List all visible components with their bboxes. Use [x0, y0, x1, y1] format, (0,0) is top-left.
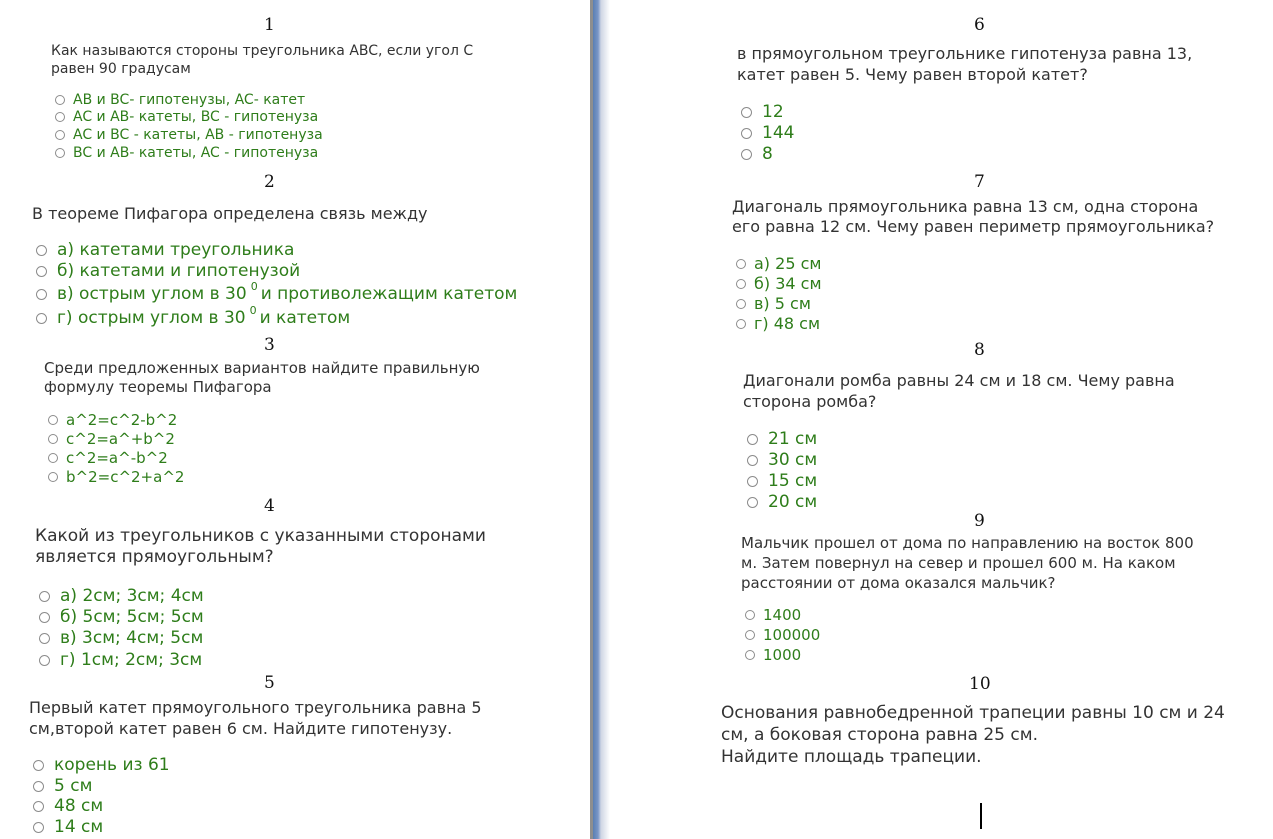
answer-option[interactable]: 14 см: [33, 817, 103, 837]
question-text: Как называются стороны треугольника ABC, если угол C равен 90 градусам: [51, 43, 474, 77]
radio-button[interactable]: [36, 313, 47, 324]
answer-option[interactable]: 5 см: [33, 776, 92, 796]
answer-option[interactable]: 12: [741, 102, 784, 122]
answer-option[interactable]: 144: [741, 123, 794, 143]
answer-option[interactable]: 48 см: [33, 796, 103, 816]
answer-option[interactable]: а) 2см; 3см; 4см: [39, 586, 204, 606]
radio-button[interactable]: [736, 259, 746, 269]
right-page: [610, 0, 1273, 839]
answer-option[interactable]: г) острым углом в 30 0 и катетом: [36, 308, 350, 328]
answer-option[interactable]: 21 см: [747, 429, 817, 449]
answer-option[interactable]: 15 см: [747, 471, 817, 491]
question-number: 3: [264, 335, 275, 355]
answer-option[interactable]: в) 5 см: [736, 294, 811, 313]
radio-button[interactable]: [48, 415, 58, 425]
radio-button[interactable]: [48, 434, 58, 444]
radio-button[interactable]: [747, 497, 758, 508]
question-number: 2: [264, 172, 275, 192]
answer-option[interactable]: корень из 61: [33, 755, 170, 775]
answer-option[interactable]: а) катетами треугольника: [36, 240, 294, 260]
radio-button[interactable]: [747, 455, 758, 466]
question-text: Среди предложенных вариантов найдите правильную формулу теоремы Пифагора: [44, 359, 480, 396]
radio-button[interactable]: [747, 434, 758, 445]
answer-option[interactable]: a^2=c^2-b^2: [48, 411, 177, 429]
answer-option[interactable]: 1000: [745, 646, 801, 664]
question-number: 5: [264, 673, 275, 693]
radio-button[interactable]: [741, 128, 752, 139]
radio-button[interactable]: [39, 633, 50, 644]
question-number: 7: [974, 172, 985, 192]
answer-option[interactable]: б) катетами и гипотенузой: [36, 261, 300, 281]
radio-button[interactable]: [741, 107, 752, 118]
question-text: Диагонали ромба равны 24 см и 18 см. Чему равна сторона ромба?: [743, 371, 1175, 411]
radio-button[interactable]: [39, 655, 50, 666]
radio-button[interactable]: [48, 453, 58, 463]
question-text: В теореме Пифагора определена связь между: [32, 204, 428, 223]
radio-button[interactable]: [33, 801, 44, 812]
answer-option[interactable]: 1400: [745, 606, 801, 624]
radio-button[interactable]: [55, 130, 65, 140]
question-number: 10: [969, 674, 991, 694]
question-text: Первый катет прямоугольного треугольника равна 5 см,второй катет равен 6 см. Найдите гипотенузу.: [29, 698, 482, 738]
radio-button[interactable]: [36, 289, 47, 300]
question-text: в прямоугольном треугольнике гипотенуза равна 13, катет равен 5. Чему равен второй катет?: [737, 44, 1193, 84]
radio-button[interactable]: [36, 245, 47, 256]
radio-button[interactable]: [741, 149, 752, 160]
question-text: Основания равнобедренной трапеции равны 10 см и 24 см, а боковая сторона равна 25 см. Найдите площадь трапеции.: [721, 703, 1225, 767]
answer-option[interactable]: b^2=c^2+a^2: [48, 468, 184, 486]
question-number: 8: [974, 340, 985, 360]
answer-option[interactable]: 100000: [745, 626, 820, 644]
answer-option[interactable]: в) острым углом в 30 0 и противолежащим катетом: [36, 284, 517, 304]
question-text: Мальчик прошел от дома по направлению на восток 800 м. Затем повернул на север и прошел 600 м. На каком расстоянии от дома оказался мальчик?: [741, 534, 1194, 592]
answer-option[interactable]: 20 см: [747, 492, 817, 512]
radio-button[interactable]: [745, 650, 755, 660]
radio-button[interactable]: [745, 630, 755, 640]
question-number: 9: [974, 511, 985, 531]
answer-option[interactable]: AC и BC - катеты, AB - гипотенуза: [55, 127, 323, 143]
answer-option[interactable]: AB и BC- гипотенузы, AC- катет: [55, 92, 305, 108]
question-number: 6: [974, 15, 985, 35]
answer-option[interactable]: б) 34 см: [736, 274, 822, 293]
answer-option[interactable]: г) 48 см: [736, 314, 820, 333]
answer-option[interactable]: AC и AB- катеты, BC - гипотенуза: [55, 109, 318, 125]
radio-button[interactable]: [33, 822, 44, 833]
left-page: [0, 0, 590, 839]
question-number: 1: [264, 15, 275, 35]
radio-button[interactable]: [736, 279, 746, 289]
answer-option[interactable]: BC и AB- катеты, AC - гипотенуза: [55, 145, 318, 161]
radio-button[interactable]: [55, 95, 65, 105]
question-number: 4: [264, 496, 275, 516]
radio-button[interactable]: [736, 319, 746, 329]
radio-button[interactable]: [745, 610, 755, 620]
radio-button[interactable]: [39, 591, 50, 602]
text-cursor: [980, 803, 982, 829]
answer-option[interactable]: 8: [741, 144, 773, 164]
answer-option[interactable]: 30 см: [747, 450, 817, 470]
question-text: Какой из треугольников с указанными сторонами является прямоугольным?: [35, 526, 486, 567]
answer-option[interactable]: г) 1см; 2см; 3см: [39, 650, 202, 670]
radio-button[interactable]: [48, 472, 58, 482]
radio-button[interactable]: [55, 112, 65, 122]
answer-option[interactable]: c^2=a^-b^2: [48, 449, 168, 467]
answer-option[interactable]: c^2=a^+b^2: [48, 430, 175, 448]
answer-option[interactable]: б) 5см; 5см; 5см: [39, 607, 204, 627]
radio-button[interactable]: [747, 476, 758, 487]
radio-button[interactable]: [39, 612, 50, 623]
radio-button[interactable]: [55, 148, 65, 158]
question-text: Диагональ прямоугольника равна 13 см, одна сторона его равна 12 см. Чему равен периметр прямоугольника?: [732, 197, 1215, 236]
radio-button[interactable]: [36, 266, 47, 277]
radio-button[interactable]: [33, 781, 44, 792]
answer-option[interactable]: в) 3см; 4см; 5см: [39, 628, 203, 648]
page-divider: [590, 0, 610, 839]
answer-option[interactable]: а) 25 см: [736, 254, 821, 273]
radio-button[interactable]: [33, 760, 44, 771]
radio-button[interactable]: [736, 299, 746, 309]
